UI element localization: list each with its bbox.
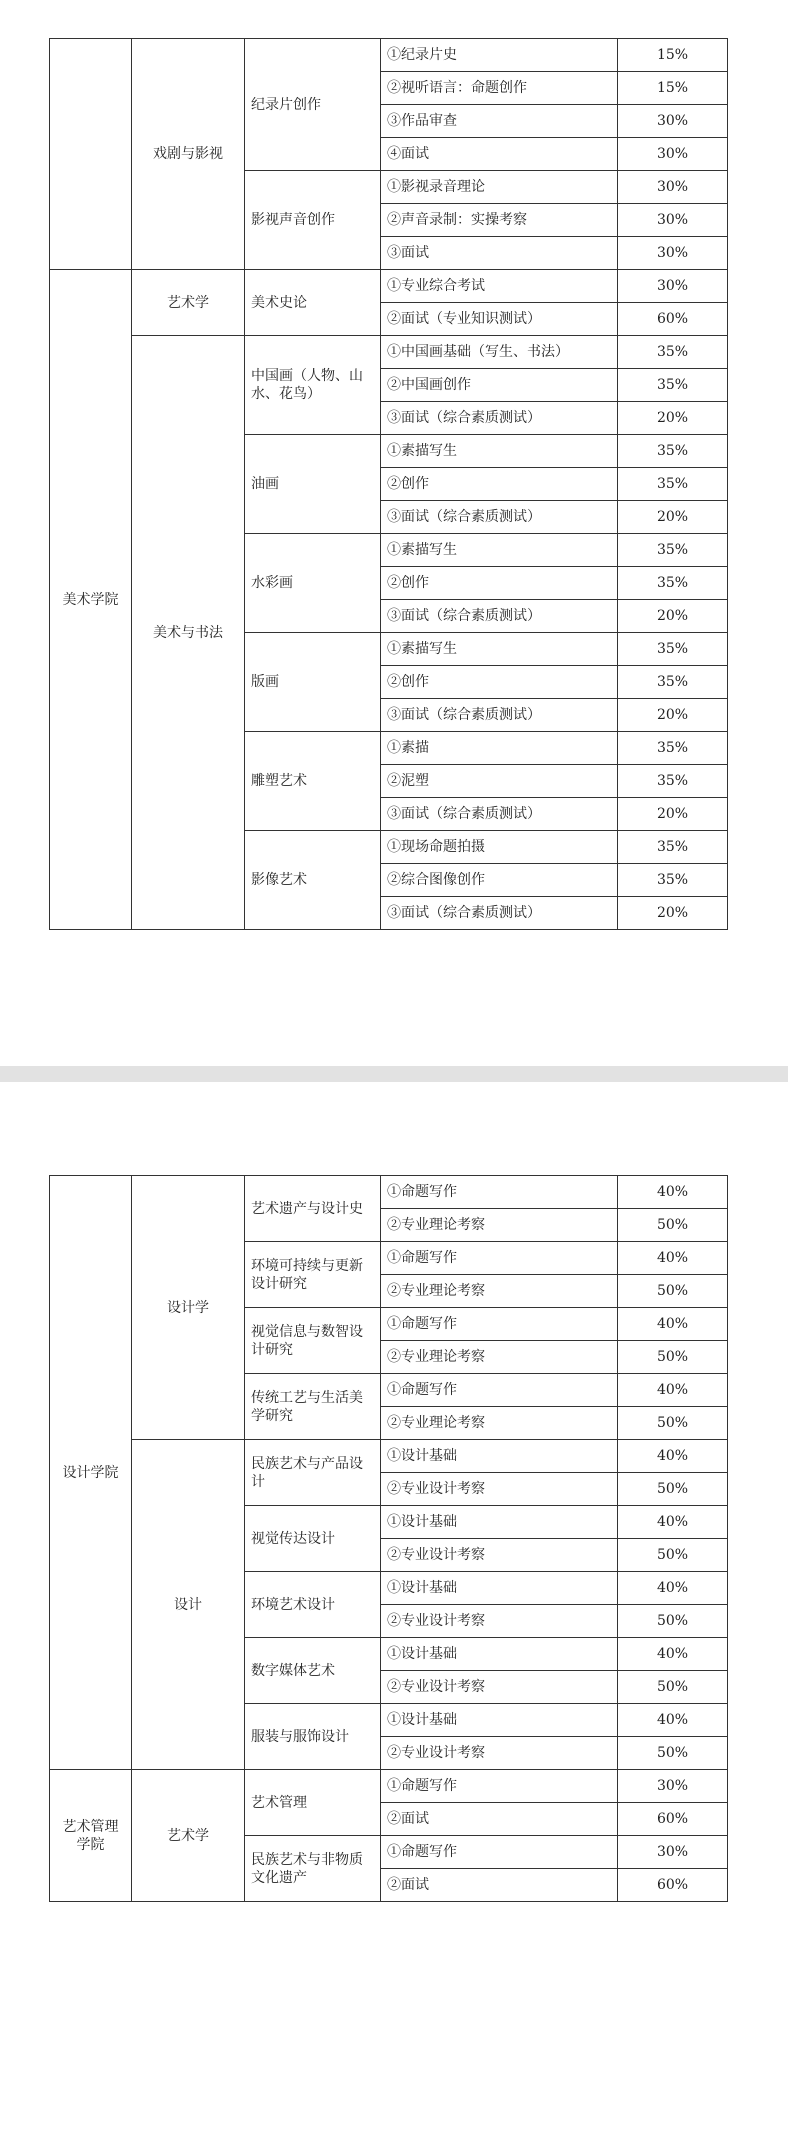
direction-cell: 水彩画 — [245, 534, 381, 633]
subject-cell: ③面试（综合素质测试） — [381, 699, 618, 732]
direction-cell: 民族艺术与非物质文化遗产 — [245, 1836, 381, 1902]
subject-cell: ④面试 — [381, 138, 618, 171]
weight-cell: 50% — [618, 1209, 728, 1242]
subject-cell: ①命题写作 — [381, 1176, 618, 1209]
weight-cell: 50% — [618, 1605, 728, 1638]
weight-cell: 35% — [618, 567, 728, 600]
weight-cell: 50% — [618, 1539, 728, 1572]
weight-cell: 30% — [618, 105, 728, 138]
subject-cell: ②面试 — [381, 1869, 618, 1902]
weight-cell: 15% — [618, 39, 728, 72]
subject-cell: ②视听语言：命题创作 — [381, 72, 618, 105]
weight-cell: 20% — [618, 798, 728, 831]
college-cell: 设计学院 — [50, 1176, 132, 1770]
subject-cell: ①设计基础 — [381, 1704, 618, 1737]
major-cell: 艺术学 — [132, 1770, 245, 1902]
subject-cell: ③作品审查 — [381, 105, 618, 138]
table-row — [50, 336, 728, 369]
subject-cell: ①素描写生 — [381, 534, 618, 567]
subject-cell: ②专业设计考察 — [381, 1737, 618, 1770]
subject-cell: ③面试（综合素质测试） — [381, 402, 618, 435]
table-row — [50, 39, 728, 72]
weight-cell: 20% — [618, 897, 728, 930]
direction-cell: 数字媒体艺术 — [245, 1638, 381, 1704]
weight-cell: 50% — [618, 1671, 728, 1704]
weight-cell: 60% — [618, 303, 728, 336]
subject-cell: ①纪录片史 — [381, 39, 618, 72]
subject-cell: ①命题写作 — [381, 1374, 618, 1407]
direction-cell: 艺术管理 — [245, 1770, 381, 1836]
subject-cell: ②综合图像创作 — [381, 864, 618, 897]
table-row — [50, 1176, 728, 1209]
college-cell — [50, 39, 132, 270]
direction-cell: 雕塑艺术 — [245, 732, 381, 831]
direction-cell: 视觉传达设计 — [245, 1506, 381, 1572]
table-row — [50, 1440, 728, 1473]
table-page-2 — [0, 1082, 788, 2151]
direction-cell: 传统工艺与生活美学研究 — [245, 1374, 381, 1440]
college-cell: 艺术管理学院 — [50, 1770, 132, 1902]
subject-cell: ②专业设计考察 — [381, 1473, 618, 1506]
subject-cell: ①影视录音理论 — [381, 171, 618, 204]
subject-cell: ①设计基础 — [381, 1572, 618, 1605]
subject-cell: ①中国画基础（写生、书法） — [381, 336, 618, 369]
weight-cell: 30% — [618, 237, 728, 270]
subject-cell: ①专业综合考试 — [381, 270, 618, 303]
subject-cell: ③面试（综合素质测试） — [381, 501, 618, 534]
direction-cell: 版画 — [245, 633, 381, 732]
direction-cell: 环境艺术设计 — [245, 1572, 381, 1638]
weight-cell: 20% — [618, 600, 728, 633]
subject-cell: ②面试 — [381, 1803, 618, 1836]
major-cell: 戏剧与影视 — [132, 39, 245, 270]
exam-table-2 — [49, 1175, 728, 1902]
direction-cell: 纪录片创作 — [245, 39, 381, 171]
subject-cell: ③面试 — [381, 237, 618, 270]
subject-cell: ①命题写作 — [381, 1242, 618, 1275]
weight-cell: 30% — [618, 138, 728, 171]
direction-cell: 中国画（人物、山水、花鸟） — [245, 336, 381, 435]
weight-cell: 40% — [618, 1374, 728, 1407]
table-page-1 — [0, 0, 788, 1066]
subject-cell: ②声音录制：实操考察 — [381, 204, 618, 237]
weight-cell: 30% — [618, 270, 728, 303]
weight-cell: 30% — [618, 204, 728, 237]
weight-cell: 40% — [618, 1308, 728, 1341]
weight-cell: 40% — [618, 1440, 728, 1473]
subject-cell: ①素描写生 — [381, 435, 618, 468]
weight-cell: 35% — [618, 435, 728, 468]
weight-cell: 40% — [618, 1704, 728, 1737]
subject-cell: ①命题写作 — [381, 1836, 618, 1869]
weight-cell: 15% — [618, 72, 728, 105]
subject-cell: ②创作 — [381, 468, 618, 501]
weight-cell: 50% — [618, 1275, 728, 1308]
weight-cell: 40% — [618, 1638, 728, 1671]
direction-cell: 艺术遗产与设计史 — [245, 1176, 381, 1242]
weight-cell: 20% — [618, 402, 728, 435]
weight-cell: 35% — [618, 864, 728, 897]
weight-cell: 30% — [618, 1836, 728, 1869]
weight-cell: 35% — [618, 336, 728, 369]
weight-cell: 50% — [618, 1473, 728, 1506]
major-cell: 设计学 — [132, 1176, 245, 1440]
direction-cell: 服装与服饰设计 — [245, 1704, 381, 1770]
weight-cell: 50% — [618, 1737, 728, 1770]
subject-cell: ②专业理论考察 — [381, 1275, 618, 1308]
weight-cell: 35% — [618, 831, 728, 864]
subject-cell: ①素描 — [381, 732, 618, 765]
weight-cell: 35% — [618, 732, 728, 765]
subject-cell: ②专业理论考察 — [381, 1209, 618, 1242]
exam-table-1 — [49, 38, 728, 930]
weight-cell: 30% — [618, 171, 728, 204]
subject-cell: ②专业设计考察 — [381, 1671, 618, 1704]
subject-cell: ①设计基础 — [381, 1440, 618, 1473]
table-row — [50, 1770, 728, 1803]
major-cell: 艺术学 — [132, 270, 245, 336]
major-cell: 设计 — [132, 1440, 245, 1770]
weight-cell: 40% — [618, 1506, 728, 1539]
weight-cell: 35% — [618, 468, 728, 501]
page-divider — [0, 1066, 788, 1082]
weight-cell: 35% — [618, 369, 728, 402]
weight-cell: 35% — [618, 666, 728, 699]
subject-cell: ②泥塑 — [381, 765, 618, 798]
weight-cell: 20% — [618, 699, 728, 732]
direction-cell: 影视声音创作 — [245, 171, 381, 270]
major-cell: 美术与书法 — [132, 336, 245, 930]
weight-cell: 30% — [618, 1770, 728, 1803]
subject-cell: ②创作 — [381, 567, 618, 600]
weight-cell: 40% — [618, 1572, 728, 1605]
subject-cell: ②专业理论考察 — [381, 1341, 618, 1374]
direction-cell: 环境可持续与更新设计研究 — [245, 1242, 381, 1308]
weight-cell: 60% — [618, 1803, 728, 1836]
weight-cell: 35% — [618, 633, 728, 666]
subject-cell: ②专业理论考察 — [381, 1407, 618, 1440]
weight-cell: 40% — [618, 1242, 728, 1275]
weight-cell: 50% — [618, 1341, 728, 1374]
subject-cell: ③面试（综合素质测试） — [381, 600, 618, 633]
direction-cell: 影像艺术 — [245, 831, 381, 930]
subject-cell: ①设计基础 — [381, 1638, 618, 1671]
subject-cell: ②中国画创作 — [381, 369, 618, 402]
subject-cell: ①素描写生 — [381, 633, 618, 666]
subject-cell: ②面试（专业知识测试） — [381, 303, 618, 336]
subject-cell: ①命题写作 — [381, 1770, 618, 1803]
weight-cell: 40% — [618, 1176, 728, 1209]
weight-cell: 20% — [618, 501, 728, 534]
subject-cell: ①设计基础 — [381, 1506, 618, 1539]
subject-cell: ③面试（综合素质测试） — [381, 798, 618, 831]
subject-cell: ②专业设计考察 — [381, 1539, 618, 1572]
weight-cell: 50% — [618, 1407, 728, 1440]
subject-cell: ③面试（综合素质测试） — [381, 897, 618, 930]
weight-cell: 35% — [618, 534, 728, 567]
direction-cell: 视觉信息与数智设计研究 — [245, 1308, 381, 1374]
direction-cell: 美术史论 — [245, 270, 381, 336]
direction-cell: 油画 — [245, 435, 381, 534]
weight-cell: 35% — [618, 765, 728, 798]
table-row — [50, 270, 728, 303]
subject-cell: ①命题写作 — [381, 1308, 618, 1341]
weight-cell: 60% — [618, 1869, 728, 1902]
college-cell: 美术学院 — [50, 270, 132, 930]
subject-cell: ②创作 — [381, 666, 618, 699]
subject-cell: ①现场命题拍摄 — [381, 831, 618, 864]
subject-cell: ②专业设计考察 — [381, 1605, 618, 1638]
direction-cell: 民族艺术与产品设计 — [245, 1440, 381, 1506]
